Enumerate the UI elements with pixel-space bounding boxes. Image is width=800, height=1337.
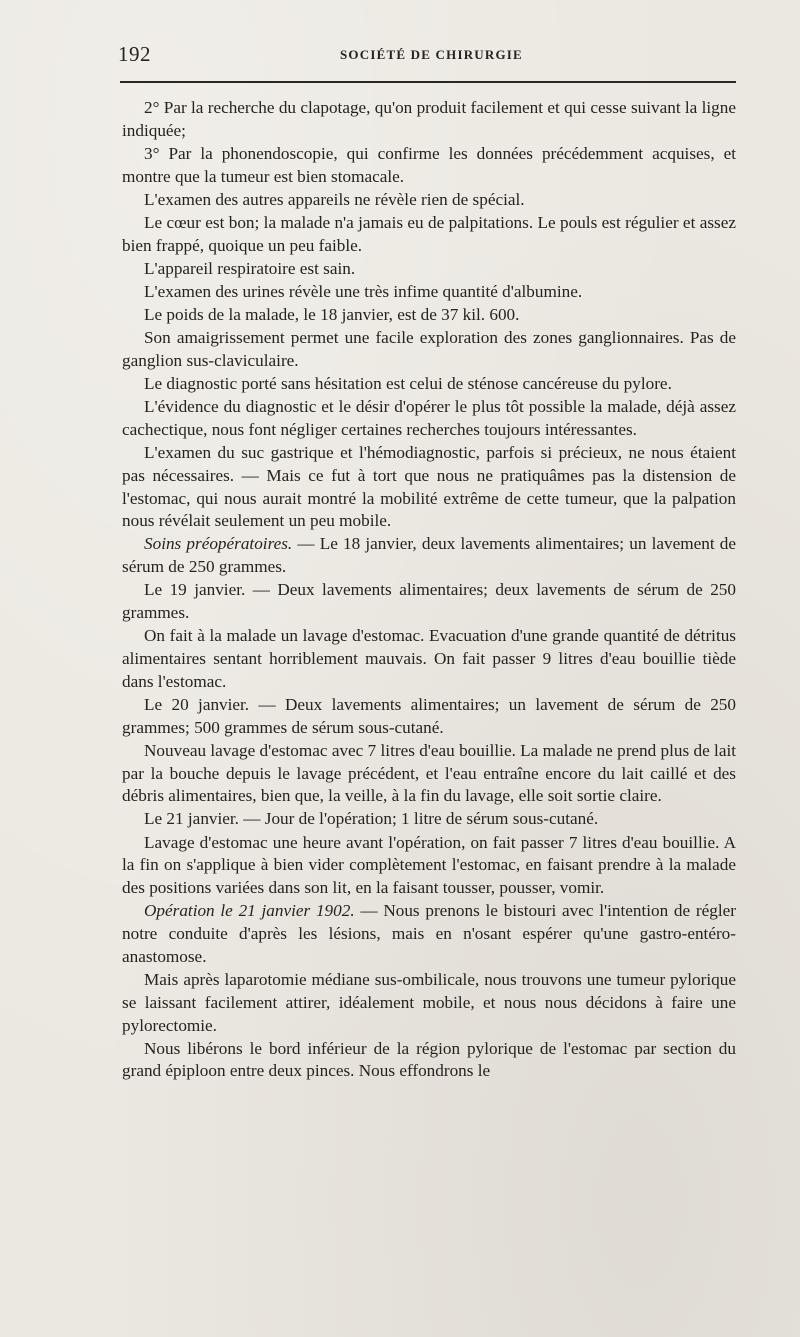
- paragraph-text: Le diagnostic porté sans hésitation est celui de sténose cancéreuse du pylore.: [144, 373, 672, 393]
- paragraph-text: Le 19 janvier. — Deux lavements alimentaires; deux lavements de sérum de 250 grammes.: [122, 580, 736, 623]
- section-heading-italic: Soins préopératoires.: [144, 534, 293, 554]
- paragraph-text: On fait à la malade un lavage d'estomac. Evacuation d'une grande quantité de détritus alimentaires sentant horriblement mauvais. On fait passer 9 litres d'eau bouillie tiède dans l'estomac.: [122, 626, 736, 691]
- paragraph: [122, 396, 736, 442]
- paragraph: [122, 97, 736, 143]
- paragraph: [122, 900, 736, 968]
- paragraph: [122, 808, 736, 831]
- paragraph-text: L'évidence du diagnostic et le désir d'opérer le plus tôt possible la malade, déjà assez cachectique, nous font négliger certaines recherches toujours intéressantes.: [122, 397, 736, 439]
- paragraph-text: Le cœur est bon; la malade n'a jamais eu de palpitations. Le pouls est régulier et assez bien frappé, quoique un peu faible.: [122, 212, 736, 255]
- paragraph: [122, 304, 736, 327]
- paragraph-text: L'appareil respiratoire est sain.: [144, 258, 356, 278]
- paragraph: [122, 189, 736, 212]
- paragraph-text: Le 21 janvier. — Jour de l'opération; 1 litre de sérum sous-cutané.: [144, 809, 599, 829]
- paragraph: [122, 694, 736, 740]
- paragraph: [122, 143, 736, 189]
- header-rule: [120, 81, 736, 83]
- paragraph-text: 3° Par la phonendoscopie, qui confirme les données précédemment acquises, et montre que la tumeur est bien stomacale.: [122, 143, 736, 186]
- paragraph: [122, 579, 736, 625]
- section-heading-italic: Opération le 21 janvier 1902.: [144, 901, 355, 921]
- paragraph: [122, 258, 736, 281]
- paragraph-text: Le 20 janvier. — Deux lavements alimentaires; un lavement de sérum de 250 grammes; 500 grammes de sérum sous-cutané.: [122, 694, 736, 737]
- paragraph: [122, 740, 736, 808]
- paragraph: [122, 327, 736, 373]
- paragraph-text: — Nous prenons le bistouri avec l'intention de régler notre conduite d'après les lésions, mais en n'osant espérer qu'une gastro-entéro-anastomose.: [122, 901, 736, 966]
- paragraph: [122, 1038, 736, 1084]
- paragraph-text: — Le 18 janvier, deux lavements alimentaires; un lavement de sérum de 250 grammes.: [122, 534, 736, 577]
- paragraph: [122, 373, 736, 396]
- paragraph-text: L'examen des autres appareils ne révèle rien de spécial.: [144, 189, 525, 209]
- paragraph-text: Son amaigrissement permet une facile exploration des zones ganglionnaires. Pas de ganglion sus-claviculaire.: [122, 328, 736, 370]
- page-number: 192: [118, 42, 151, 66]
- paragraph-text: L'examen des urines révèle une très infime quantité d'albumine.: [144, 281, 583, 301]
- paragraph: [122, 969, 736, 1037]
- paragraph-text: Nouveau lavage d'estomac avec 7 litres d'eau bouillie. La malade ne prend plus de lait par la bouche depuis le lavage précédent, et l'eau entraîne encore du lait caillé et des débris alimentaires, bien que, la veille, à la fin du lavage, elle soit sortie claire.: [122, 740, 736, 806]
- paragraph-text: Le poids de la malade, le 18 janvier, est de 37 kil. 600.: [144, 304, 520, 324]
- paragraph-text: Nous libérons le bord inférieur de la région pylorique de l'estomac par section du grand épiploon entre deux pinces. Nous effondrons le: [122, 1038, 736, 1081]
- paragraph-text: 2° Par la recherche du clapotage, qu'on produit facilement et qui cesse suivant la ligne indiquée;: [122, 98, 736, 140]
- paragraph-text: Lavage d'estomac une heure avant l'opération, on fait passer 7 litres d'eau bouillie. A la fin on s'applique à bien vider complètement l'estomac, en faisant prendre à la malade des positions variées dans son lit, en la faisant tousser, pousser, vomir.: [122, 832, 736, 898]
- paragraph: [122, 442, 736, 533]
- running-title: SOCIÉTÉ DE CHIRURGIE: [340, 47, 523, 62]
- paragraph-text: Mais après laparotomie médiane sus-ombilicale, nous trouvons une tumeur pylorique se laissant facilement attirer, idéalement mobile, et nous nous décidons à faire une pylorectomie.: [122, 969, 736, 1035]
- page-header: [118, 40, 736, 72]
- paragraph: [122, 212, 736, 258]
- paragraph: [122, 832, 736, 900]
- paragraph: [122, 533, 736, 579]
- paragraph: [122, 281, 736, 304]
- paragraph: [122, 625, 736, 693]
- body-text: [122, 97, 736, 1084]
- paragraph-text: L'examen du suc gastrique et l'hémodiagnostic, parfois si précieux, ne nous étaient pas nécessaires. — Mais ce fut à tort que nous ne pratiquâmes pas la distension de l'estomac, qui nous aurait montré la mobilité extrême de cette tumeur, que la palpation nous révélait seulement un peu mobile.: [122, 442, 736, 531]
